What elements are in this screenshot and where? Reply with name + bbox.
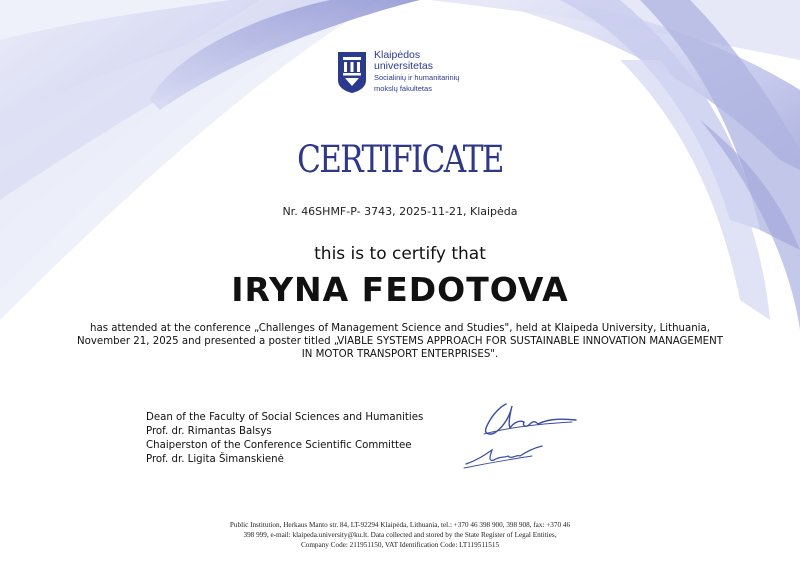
chair-title: Chaiperston of the Conference Scientific Committee (146, 440, 412, 451)
dean-title: Dean of the Faculty of Social Sciences and Humanities (146, 412, 424, 423)
footer-legal-info (170, 520, 630, 550)
dean-signature (476, 398, 584, 442)
certificate-title: CERTIFICATE (297, 138, 503, 181)
footer-line-1: Public Institution, Herkaus Manto str. 84, LT-92294 Klaipėda, Lithuania, tel.: +370 46 398 900, 398 908, fax: +370 46 (229, 521, 571, 529)
body-line-3: IN MOTOR TRANSPORT ENTERPRISES". (301, 349, 499, 360)
body-line-2: November 21, 2025 and presented a poster titled „VIABLE SYSTEMS APPROACH FOR SUSTAINABLE INNOVATION MANAGEMENT (77, 336, 723, 347)
logo-name-line2: universitetas (374, 60, 433, 72)
university-logo (336, 50, 459, 94)
signers-block (146, 411, 423, 467)
chair-name: Prof. dr. Ligita Šimanskienė (146, 454, 284, 465)
logo-name-line1: Klaipėdos (374, 49, 421, 61)
university-crest-icon (336, 50, 368, 94)
recipient-name: IRYNA FEDOTOVA (231, 270, 569, 309)
chair-signature (462, 442, 544, 470)
body-line-1: has attended at the conference „Challenges of Management Science and Studies", held at Klaipeda University, Lithuania, (90, 323, 710, 334)
footer-line-3: Company Code: 211951150, VAT Identification Code: LT119511515 (300, 541, 500, 549)
certify-text: this is to certify that (314, 244, 486, 264)
logo-faculty-line1: Socialinių ir humanitarinių (374, 73, 460, 82)
certificate-number: Nr. 46SHMF-P- 3743, 2025-11-21, Klaipėda (282, 205, 518, 218)
logo-faculty-line2: mokslų fakultetas (374, 83, 432, 93)
footer-line-2: 398 999, e-mail: klaipeda.university@ku.lt. Data collected and stored by the State Register of Legal Entities, (243, 531, 557, 539)
dean-name: Prof. dr. Rimantas Balsys (146, 426, 272, 437)
certificate-body (40, 322, 760, 361)
